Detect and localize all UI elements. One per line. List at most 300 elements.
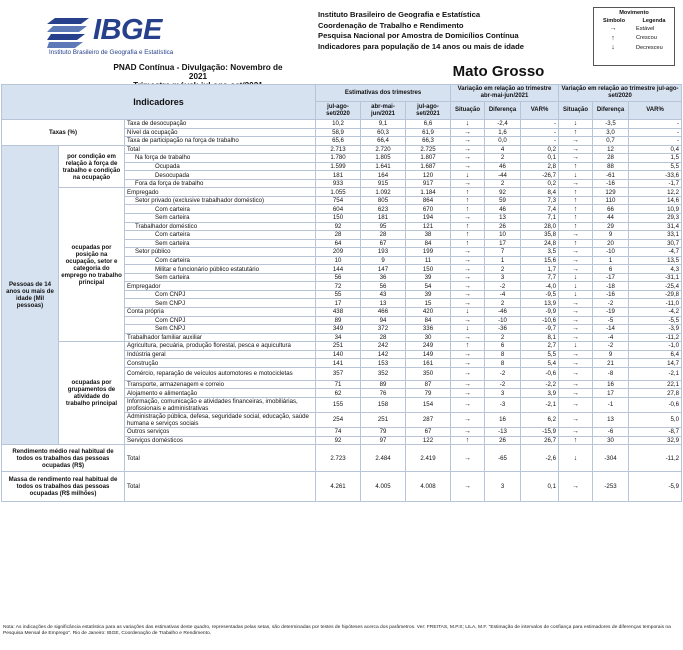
estimate-value: 1.805	[361, 154, 406, 163]
situation-year-icon: ↓	[559, 445, 593, 472]
logo-word: IBGE	[93, 14, 162, 46]
difference-value: 59	[485, 196, 521, 205]
footnote: Nota: As indicações de significância estatística para as variações das estimativas deste quadro, representadas pelas setas, são determinadas por testes de hipóteses acerca dos parâmetros. Ver: FREITAS, M.P.S; LILA, M.F. "Estimação de intervalos de confiança para estimadores de diferenças temporais na Pesquisa Mensal de Emprego". Rio de Janeiro: IBGE, Coordenação de Trabalho e Rendimento.	[3, 625, 671, 636]
situation-quarter-icon: ↑	[451, 436, 485, 445]
situation-quarter-icon: →	[451, 273, 485, 282]
estimate-value: 9	[361, 256, 406, 265]
indicator-label: Transporte, armazenagem e correio	[125, 380, 316, 389]
estimate-value: 39	[406, 290, 451, 299]
difference-value: 9	[593, 350, 629, 359]
indicator-label: Fora da força de trabalho	[125, 179, 316, 188]
difference-value: 2	[485, 265, 521, 274]
estimate-value: 65,6	[316, 137, 361, 146]
difference-value: -2	[485, 380, 521, 389]
indicator-label: Militar e funcionário público estatutário	[125, 265, 316, 274]
estimate-value: 67	[361, 239, 406, 248]
difference-value: -10	[593, 248, 629, 257]
table-row	[2, 145, 682, 154]
var-percent-value: -9,5	[521, 290, 559, 299]
indicator-label: Empregado	[125, 188, 316, 197]
estimate-value: 76	[361, 389, 406, 398]
situation-year-icon: ↓	[559, 120, 593, 129]
difference-value: 8	[485, 359, 521, 368]
estimate-value: 1.780	[316, 154, 361, 163]
difference-value: 110	[593, 196, 629, 205]
estimate-value: 28	[361, 231, 406, 240]
situation-year-icon: ↓	[559, 290, 593, 299]
difference-value: 7	[485, 248, 521, 257]
situation-quarter-icon: ↑	[451, 231, 485, 240]
estimate-value: 2.419	[406, 445, 451, 472]
estimate-value: 193	[361, 248, 406, 257]
indicator-label: Administração pública, defesa, seguridade social, educação, saúde humana e serviços sociais	[125, 412, 316, 427]
var-percent-value: -5,5	[629, 316, 682, 325]
group-rendimento: Rendimento médio real habitual de todos os trabalhos das pessoas ocupadas (R$)	[2, 445, 125, 472]
header-t1: jul-ago-set/2020	[316, 102, 361, 120]
difference-value: 88	[593, 162, 629, 171]
var-percent-value: 4,3	[629, 265, 682, 274]
estimate-value: 933	[316, 179, 361, 188]
var-percent-value: -9,7	[521, 325, 559, 334]
estimate-value: 97	[361, 436, 406, 445]
difference-value: 2	[485, 299, 521, 308]
var-percent-value: 0,4	[629, 145, 682, 154]
difference-value: -2	[593, 342, 629, 351]
stable-arrow-icon: →	[609, 25, 617, 33]
group-ocupadas-grupamento: ocupadas por grupamentos de atividade do trabalho principal	[59, 342, 125, 445]
estimate-value: 62	[316, 389, 361, 398]
situation-year-icon: →	[559, 427, 593, 436]
difference-value: 9	[593, 231, 629, 240]
situation-year-icon: →	[559, 325, 593, 334]
situation-quarter-icon: →	[451, 299, 485, 308]
var-percent-value: -	[521, 128, 559, 137]
difference-value: -8	[593, 367, 629, 380]
legend-col-legend: Legenda	[642, 18, 666, 24]
situation-year-icon: ↓	[559, 171, 593, 180]
difference-value: -5	[593, 316, 629, 325]
indicator-label: Sem carteira	[125, 239, 316, 248]
indicator-label: Com CNPJ	[125, 290, 316, 299]
situation-year-icon: →	[559, 154, 593, 163]
header-var: VAR%	[629, 102, 682, 120]
difference-value: 6	[485, 342, 521, 351]
estimate-value: 61,9	[406, 128, 451, 137]
estimate-value: 150	[406, 265, 451, 274]
estimate-value: 604	[316, 205, 361, 214]
difference-value: -19	[593, 308, 629, 317]
difference-value: 1	[485, 256, 521, 265]
estimate-value: 39	[406, 273, 451, 282]
difference-value: 8	[485, 350, 521, 359]
difference-value: -304	[593, 445, 629, 472]
situation-quarter-icon: →	[451, 214, 485, 223]
var-percent-value: 28,0	[521, 222, 559, 231]
group-ocupadas-posicao: ocupadas por posição na ocupação, setor e categoria do emprego no trabalho principal	[59, 188, 125, 342]
difference-value: 13	[485, 214, 521, 223]
situation-quarter-icon: ↑	[451, 222, 485, 231]
estimate-value: 242	[361, 342, 406, 351]
situation-quarter-icon: →	[451, 412, 485, 427]
estimate-value: 1.807	[406, 154, 451, 163]
situation-quarter-icon: →	[451, 427, 485, 436]
estimate-value: 209	[316, 248, 361, 257]
estimate-value: 79	[406, 389, 451, 398]
institution-line: Pesquisa Nacional por Amostra de Domicílios Contínua	[318, 31, 519, 40]
var-percent-value: 5,0	[629, 412, 682, 427]
situation-year-icon: →	[559, 231, 593, 240]
difference-value: 30	[593, 436, 629, 445]
difference-value: -65	[485, 445, 521, 472]
estimate-value: 120	[406, 171, 451, 180]
estimate-value: 670	[406, 205, 451, 214]
situation-year-icon: ↑	[559, 205, 593, 214]
indicator-label: Sem carteira	[125, 273, 316, 282]
situation-quarter-icon: →	[451, 380, 485, 389]
indicator-label: Sem CNPJ	[125, 299, 316, 308]
var-percent-value: 22,1	[629, 380, 682, 389]
estimate-value: 164	[361, 171, 406, 180]
estimate-value: 84	[406, 239, 451, 248]
var-percent-value: -	[629, 128, 682, 137]
indicator-label: Desocupada	[125, 171, 316, 180]
estimate-value: 357	[316, 367, 361, 380]
ibge-logo-mark-icon	[47, 18, 89, 48]
estimate-value: 149	[406, 350, 451, 359]
estimate-value: 350	[406, 367, 451, 380]
legend-label: Crescou	[636, 35, 657, 42]
var-percent-value: 29,3	[629, 214, 682, 223]
difference-value: 29	[593, 222, 629, 231]
situation-year-icon: ↑	[559, 128, 593, 137]
estimate-value: 15	[406, 299, 451, 308]
var-percent-value: -29,8	[629, 290, 682, 299]
difference-value: 129	[593, 188, 629, 197]
var-percent-value: 10,9	[629, 205, 682, 214]
estimate-value: 4.008	[406, 472, 451, 502]
estimate-value: 917	[406, 179, 451, 188]
situation-quarter-icon: →	[451, 256, 485, 265]
situation-quarter-icon: →	[451, 154, 485, 163]
situation-quarter-icon: →	[451, 137, 485, 146]
estimate-value: 287	[406, 412, 451, 427]
indicator-label: Agricultura, pecuária, produção florestal, pesca e aquicultura	[125, 342, 316, 351]
situation-year-icon: →	[559, 397, 593, 412]
indicator-label: Com carteira	[125, 231, 316, 240]
estimate-value: 194	[406, 214, 451, 223]
var-percent-value: -	[521, 137, 559, 146]
difference-value: 46	[485, 162, 521, 171]
estimate-value: 2.720	[361, 145, 406, 154]
var-percent-value: 35,8	[521, 231, 559, 240]
difference-value: 21	[593, 359, 629, 368]
estimate-value: 150	[316, 214, 361, 223]
difference-value: -36	[485, 325, 521, 334]
var-percent-value: 13,9	[521, 299, 559, 308]
indicator-label: Comércio, reparação de veículos automotores e motocicletas	[125, 367, 316, 380]
var-percent-value: 5,5	[521, 350, 559, 359]
difference-value: -2,4	[485, 120, 521, 129]
var-percent-value: 12,2	[629, 188, 682, 197]
situation-quarter-icon: ↓	[451, 325, 485, 334]
situation-quarter-icon: →	[451, 350, 485, 359]
indicator-label: Trabalhador familiar auxiliar	[125, 333, 316, 342]
var-percent-value: 1,7	[521, 265, 559, 274]
indicator-label: Serviços domésticos	[125, 436, 316, 445]
header-t3: jul-ago-set/2021	[406, 102, 451, 120]
indicator-label: Sem CNPJ	[125, 325, 316, 334]
institution-block	[318, 10, 524, 52]
var-percent-value: 6,2	[521, 412, 559, 427]
estimate-value: 4.005	[361, 472, 406, 502]
situation-year-icon: →	[559, 412, 593, 427]
estimate-value: 147	[361, 265, 406, 274]
difference-value: -16	[593, 179, 629, 188]
var-percent-value: -8,7	[629, 427, 682, 436]
estimate-value: 30	[406, 333, 451, 342]
estimate-value: 10,2	[316, 120, 361, 129]
var-percent-value: 7,3	[521, 196, 559, 205]
estimate-value: 36	[361, 273, 406, 282]
indicator-label: Total	[125, 145, 316, 154]
difference-value: 2	[485, 333, 521, 342]
difference-value: -2	[485, 282, 521, 291]
legend-label: Estável	[636, 25, 655, 32]
estimate-value: 60,3	[361, 128, 406, 137]
estimate-value: 92	[316, 436, 361, 445]
estimate-value: 67	[406, 427, 451, 436]
indicator-label: Outros serviços	[125, 427, 316, 436]
estimate-value: 71	[316, 380, 361, 389]
estimate-value: 34	[316, 333, 361, 342]
difference-value: -16	[593, 290, 629, 299]
indicator-label: Nível da ocupação	[125, 128, 316, 137]
var-percent-value: -4,7	[629, 248, 682, 257]
difference-value: 1	[593, 256, 629, 265]
estimate-value: 336	[406, 325, 451, 334]
estimate-value: 352	[361, 367, 406, 380]
situation-quarter-icon: →	[451, 162, 485, 171]
difference-value: -6	[593, 427, 629, 436]
estimate-value: 623	[361, 205, 406, 214]
estimate-value: 153	[361, 359, 406, 368]
var-percent-value: -	[629, 120, 682, 129]
difference-value: 0,0	[485, 137, 521, 146]
legend-title: Movimento	[619, 10, 649, 16]
indicator-label: Conta própria	[125, 308, 316, 317]
situation-quarter-icon: →	[451, 316, 485, 325]
var-percent-value: -4,2	[629, 308, 682, 317]
situation-year-icon: ↑	[559, 214, 593, 223]
var-percent-value: -1,7	[629, 179, 682, 188]
var-percent-value: -33,6	[629, 171, 682, 180]
var-percent-value: -0,6	[629, 397, 682, 412]
estimate-value: 2.723	[316, 445, 361, 472]
var-percent-value: -4,0	[521, 282, 559, 291]
estimate-value: 87	[406, 380, 451, 389]
legend-label: Decresceu	[636, 44, 663, 51]
situation-year-icon: →	[559, 137, 593, 146]
situation-year-icon: →	[559, 145, 593, 154]
estimate-value: 4.261	[316, 472, 361, 502]
situation-year-icon: →	[559, 367, 593, 380]
estimate-value: 161	[406, 359, 451, 368]
indicator-label: Alojamento e alimentação	[125, 389, 316, 398]
difference-value: -2	[485, 367, 521, 380]
situation-year-icon: →	[559, 389, 593, 398]
situation-quarter-icon: →	[451, 333, 485, 342]
var-percent-value: 5,5	[629, 162, 682, 171]
header-estimativas: Estimativas dos trimestres	[316, 85, 451, 102]
situation-year-icon: ↑	[559, 222, 593, 231]
header-indicadores: Indicadores	[2, 85, 316, 120]
var-percent-value: -11,0	[629, 299, 682, 308]
var-percent-value: -9,9	[521, 308, 559, 317]
difference-value: 46	[485, 205, 521, 214]
difference-value: -13	[485, 427, 521, 436]
difference-value: 28	[593, 154, 629, 163]
situation-year-icon: →	[559, 316, 593, 325]
var-percent-value: -10,6	[521, 316, 559, 325]
var-percent-value: 1,5	[629, 154, 682, 163]
estimate-value: 142	[361, 350, 406, 359]
indicator-label: Construção	[125, 359, 316, 368]
estimate-value: 158	[361, 397, 406, 412]
var-percent-value: 7,4	[521, 205, 559, 214]
indicator-label: Na força de trabalho	[125, 154, 316, 163]
difference-value: -4	[593, 333, 629, 342]
estimate-value: 56	[316, 273, 361, 282]
estimate-value: 199	[406, 248, 451, 257]
situation-quarter-icon: →	[451, 179, 485, 188]
var-percent-value: 31,4	[629, 222, 682, 231]
var-percent-value: 7,7	[521, 273, 559, 282]
var-percent-value: 26,7	[521, 436, 559, 445]
situation-year-icon: ↓	[559, 273, 593, 282]
difference-value: 16	[485, 412, 521, 427]
var-percent-value: -5,9	[629, 472, 682, 502]
estimate-value: 254	[316, 412, 361, 427]
situation-year-icon: ↑	[559, 436, 593, 445]
difference-value: 26	[485, 436, 521, 445]
situation-year-icon: ↓	[559, 282, 593, 291]
difference-value: 92	[485, 188, 521, 197]
estimate-value: 864	[406, 196, 451, 205]
var-percent-value: -2,1	[629, 367, 682, 380]
movement-legend	[593, 7, 675, 66]
estimate-value: 466	[361, 308, 406, 317]
estimate-value: 1.599	[316, 162, 361, 171]
var-percent-value: 14,7	[629, 359, 682, 368]
situation-year-icon: →	[559, 333, 593, 342]
estimate-value: 122	[406, 436, 451, 445]
var-percent-value: 15,6	[521, 256, 559, 265]
var-percent-value: 33,1	[629, 231, 682, 240]
indicator-label: Setor privado (exclusive trabalhador doméstico)	[125, 196, 316, 205]
var-percent-value: -31,1	[629, 273, 682, 282]
estimate-value: 251	[316, 342, 361, 351]
up-arrow-icon: ↑	[611, 34, 615, 42]
indicator-label: Taxa de participação na força de trabalho	[125, 137, 316, 146]
situation-quarter-icon: ↑	[451, 196, 485, 205]
estimate-value: 1.687	[406, 162, 451, 171]
situation-quarter-icon: →	[451, 445, 485, 472]
var-percent-value: 2,7	[521, 342, 559, 351]
var-percent-value: -2,6	[521, 445, 559, 472]
difference-value: -3,5	[593, 120, 629, 129]
estimate-value: 55	[316, 290, 361, 299]
situation-year-icon: →	[559, 299, 593, 308]
var-percent-value: -3,9	[629, 325, 682, 334]
situation-quarter-icon: ↑	[451, 342, 485, 351]
indicator-label: Com CNPJ	[125, 316, 316, 325]
table-row	[2, 188, 682, 197]
situation-quarter-icon: →	[451, 145, 485, 154]
difference-value: -2	[593, 299, 629, 308]
situation-quarter-icon: →	[451, 367, 485, 380]
estimate-value: 121	[406, 222, 451, 231]
var-percent-value: -1,0	[629, 342, 682, 351]
var-percent-value: 14,6	[629, 196, 682, 205]
estimate-value: 372	[361, 325, 406, 334]
estimate-value: 438	[316, 308, 361, 317]
table-row	[2, 342, 682, 351]
estimate-value: 1.184	[406, 188, 451, 197]
estimate-value: 89	[316, 316, 361, 325]
situation-year-icon: →	[559, 380, 593, 389]
estimate-value: 2.713	[316, 145, 361, 154]
situation-quarter-icon: ↓	[451, 120, 485, 129]
estimate-value: 38	[406, 231, 451, 240]
header-situacao: Situação	[559, 102, 593, 120]
situation-year-icon: ↓	[559, 342, 593, 351]
estimate-value: 144	[316, 265, 361, 274]
group-massa: Massa de rendimento real habitual de todos os trabalhos das pessoas ocupadas (R$ milhões)	[2, 472, 125, 502]
estimate-value: 95	[361, 222, 406, 231]
difference-value: 13	[593, 412, 629, 427]
estimate-value: 13	[361, 299, 406, 308]
table-row	[2, 472, 682, 502]
situation-year-icon: ↑	[559, 196, 593, 205]
difference-value: -46	[485, 308, 521, 317]
difference-value: 3	[485, 273, 521, 282]
indicator-label: Trabalhador doméstico	[125, 222, 316, 231]
situation-year-icon: →	[559, 265, 593, 274]
header-situacao: Situação	[451, 102, 485, 120]
estimate-value: 754	[316, 196, 361, 205]
difference-value: -4	[485, 290, 521, 299]
indicator-label: Taxa de desocupação	[125, 120, 316, 129]
estimate-value: 9,1	[361, 120, 406, 129]
difference-value: 3	[485, 472, 521, 502]
difference-value: 2	[485, 154, 521, 163]
institution-line: Coordenação de Trabalho e Rendimento	[318, 20, 464, 30]
difference-value: 6	[593, 265, 629, 274]
state-title: Mato Grosso	[452, 63, 545, 80]
institution-line: Indicadores para população de 14 anos ou mais de idade	[318, 41, 524, 51]
var-percent-value: 0,2	[521, 145, 559, 154]
situation-year-icon: ↑	[559, 188, 593, 197]
estimate-value: 10	[316, 256, 361, 265]
estimate-value: 28	[316, 231, 361, 240]
estimate-value: 1.641	[361, 162, 406, 171]
var-percent-value: 5,4	[521, 359, 559, 368]
var-percent-value: -15,9	[521, 427, 559, 436]
difference-value: -253	[593, 472, 629, 502]
difference-value: -10	[485, 316, 521, 325]
legend-col-symbol: Símbolo	[602, 18, 626, 24]
difference-value: 44	[593, 214, 629, 223]
